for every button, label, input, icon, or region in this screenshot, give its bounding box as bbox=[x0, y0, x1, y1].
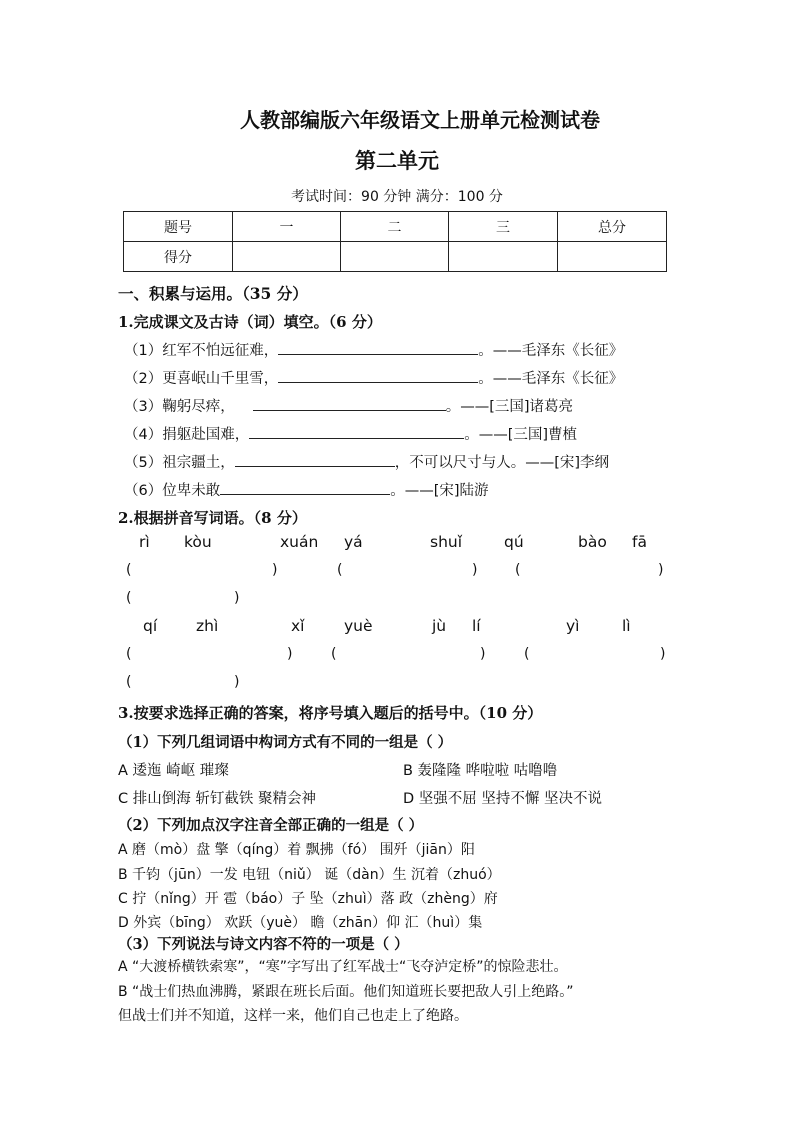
q3-sub2-heading: （2）下列加点汉字注音全部正确的一组是（ ） bbox=[118, 817, 424, 834]
score-cell: 一 bbox=[233, 212, 341, 242]
q1-line-1 bbox=[124, 339, 623, 360]
unit-title: 第二单元 bbox=[355, 148, 439, 173]
paren-close: ) bbox=[287, 646, 293, 662]
line-prefix: （2）更喜岷山千里雪， bbox=[124, 371, 279, 387]
paren-close: ) bbox=[480, 646, 486, 662]
score-table bbox=[123, 211, 667, 272]
q1-line-2 bbox=[124, 367, 623, 388]
answer-blank[interactable] bbox=[278, 368, 478, 383]
q1-heading: 1.完成课文及古诗（词）填空。（6 分） bbox=[118, 313, 382, 331]
answer-box[interactable] bbox=[134, 646, 284, 664]
q3-sub1-option-d: D 坚强不屈 坚持不懈 坚决不说 bbox=[403, 791, 602, 807]
pinyin-syllable: zhì bbox=[196, 617, 219, 635]
line-prefix: （1）红军不怕远征难， bbox=[124, 343, 279, 359]
paren-close: ) bbox=[660, 646, 666, 662]
q3-sub3-option-b: B “战士们热血沸腾，紧跟在班长后面。他们知道班长要把敌人引上绝路。” bbox=[118, 984, 574, 1000]
paren-open: ( bbox=[126, 562, 132, 578]
answer-box[interactable] bbox=[523, 562, 655, 580]
score-cell: 总分 bbox=[558, 212, 667, 242]
section-1-heading: 一、积累与运用。（35 分） bbox=[118, 284, 308, 303]
line-prefix: （6）位卑未敢 bbox=[124, 483, 221, 499]
paren-open: ( bbox=[524, 646, 530, 662]
q3-sub2-option-d: D 外宾（bīng） 欢跃（yuè） 瞻（zhān）仰 汇（huì）集 bbox=[118, 915, 483, 931]
answer-box[interactable] bbox=[339, 646, 478, 664]
pinyin-syllable: xǐ bbox=[291, 617, 305, 635]
pinyin-syllable: fā bbox=[632, 533, 647, 551]
score-cell: 三 bbox=[449, 212, 558, 242]
pinyin-syllable: bào bbox=[578, 533, 607, 551]
pinyin-syllable: rì bbox=[139, 533, 150, 551]
answer-blank[interactable] bbox=[278, 340, 478, 355]
paren-open: ( bbox=[515, 562, 521, 578]
q3-sub3-option-b-continued: 但战士们并不知道，这样一来，他们自己也走上了绝路。 bbox=[118, 1008, 468, 1024]
pinyin-syllable: jù bbox=[432, 617, 447, 635]
answer-blank[interactable] bbox=[235, 452, 395, 467]
exam-meta: 考试时间：90 分钟 满分：100 分 bbox=[291, 189, 503, 205]
q3-sub1-heading: （1）下列几组词语中构词方式有不同的一组是（ ） bbox=[118, 734, 453, 751]
answer-box[interactable] bbox=[532, 646, 658, 664]
score-input-cell[interactable] bbox=[449, 242, 558, 272]
paren-open: ( bbox=[126, 590, 132, 606]
pinyin-syllable: kòu bbox=[184, 533, 212, 551]
paren-open: ( bbox=[126, 674, 132, 690]
answer-blank[interactable] bbox=[249, 424, 464, 439]
pinyin-syllable: yuè bbox=[344, 617, 373, 635]
line-prefix: （3）鞠躬尽瘁， bbox=[124, 399, 235, 415]
score-input-cell[interactable] bbox=[233, 242, 341, 272]
answer-box[interactable] bbox=[345, 562, 468, 580]
line-suffix: 。——[宋]陆游 bbox=[390, 483, 489, 499]
line-suffix: 。——毛泽东《长征》 bbox=[478, 371, 624, 387]
pinyin-syllable: yì bbox=[566, 617, 580, 635]
pinyin-syllable: qú bbox=[504, 533, 524, 551]
q1-line-5 bbox=[124, 451, 609, 472]
q3-sub1-option-a: A 逶迤 崎岖 璀璨 bbox=[118, 763, 229, 779]
pinyin-syllable: qí bbox=[143, 617, 158, 635]
q2-heading: 2.根据拼音写词语。（8 分） bbox=[118, 509, 307, 527]
score-cell: 二 bbox=[341, 212, 449, 242]
paren-close: ) bbox=[658, 562, 664, 578]
q3-sub3-option-a: A “大渡桥横铁索寒”，“寒”字写出了红军战士“飞夺泸定桥”的惊险悲壮。 bbox=[118, 959, 568, 975]
exam-title: 人教部编版六年级语文上册单元检测试卷 bbox=[240, 108, 600, 132]
paren-open: ( bbox=[331, 646, 337, 662]
paren-close: ) bbox=[234, 590, 240, 606]
score-cell: 得分 bbox=[124, 242, 233, 272]
paren-open: ( bbox=[337, 562, 343, 578]
q1-line-4 bbox=[124, 423, 577, 444]
line-suffix: 。——毛泽东《长征》 bbox=[478, 343, 624, 359]
answer-blank[interactable] bbox=[220, 480, 390, 495]
paren-close: ) bbox=[272, 562, 278, 578]
q3-sub2-option-c: C 拧（nǐng）开 雹（báo）子 坠（zhuì）落 政（zhèng）府 bbox=[118, 891, 498, 907]
score-input-cell[interactable] bbox=[558, 242, 667, 272]
q3-sub1-option-c: C 排山倒海 斩钉截铁 聚精会神 bbox=[118, 791, 316, 807]
line-prefix: （4）捐躯赴国难， bbox=[124, 427, 250, 443]
q3-sub2-option-a: A 磨（mò）盘 擎（qíng）着 飘拂（fó） 围歼（jiān）阳 bbox=[118, 842, 475, 858]
paren-close: ) bbox=[472, 562, 478, 578]
score-table-score-row bbox=[124, 242, 667, 272]
line-suffix: ，不可以尺寸与人。——[宋]李纲 bbox=[394, 455, 610, 471]
q3-heading: 3.按要求选择正确的答案，将序号填入题后的括号中。（10 分） bbox=[118, 704, 543, 722]
line-suffix: 。——[三国]诸葛亮 bbox=[445, 399, 574, 415]
answer-box[interactable] bbox=[134, 590, 230, 608]
score-cell: 题号 bbox=[124, 212, 233, 242]
q3-sub3-heading: （3）下列说法与诗文内容不符的一项是（ ） bbox=[118, 936, 409, 953]
line-prefix: （5）祖宗疆土， bbox=[124, 455, 235, 471]
pinyin-syllable: yá bbox=[344, 533, 363, 551]
pinyin-syllable: lì bbox=[622, 617, 631, 635]
paren-close: ) bbox=[234, 674, 240, 690]
score-table-header-row bbox=[124, 212, 667, 242]
paren-open: ( bbox=[126, 646, 132, 662]
q3-sub1-option-b: B 轰隆隆 哗啦啦 咕噜噜 bbox=[403, 763, 558, 779]
pinyin-syllable: lí bbox=[472, 617, 481, 635]
answer-box[interactable] bbox=[134, 674, 230, 692]
score-input-cell[interactable] bbox=[341, 242, 449, 272]
pinyin-syllable: shuǐ bbox=[430, 533, 463, 551]
pinyin-syllable: xuán bbox=[280, 533, 319, 551]
answer-blank[interactable] bbox=[253, 396, 446, 411]
q3-sub2-option-b: B 千钧（jūn）一发 电钮（niǔ） 诞（dàn）生 沉着（zhuó） bbox=[118, 867, 501, 883]
answer-box[interactable] bbox=[134, 562, 268, 580]
q1-line-6 bbox=[124, 479, 489, 500]
line-suffix: 。——[三国]曹植 bbox=[464, 427, 578, 443]
q1-line-3 bbox=[124, 395, 573, 416]
